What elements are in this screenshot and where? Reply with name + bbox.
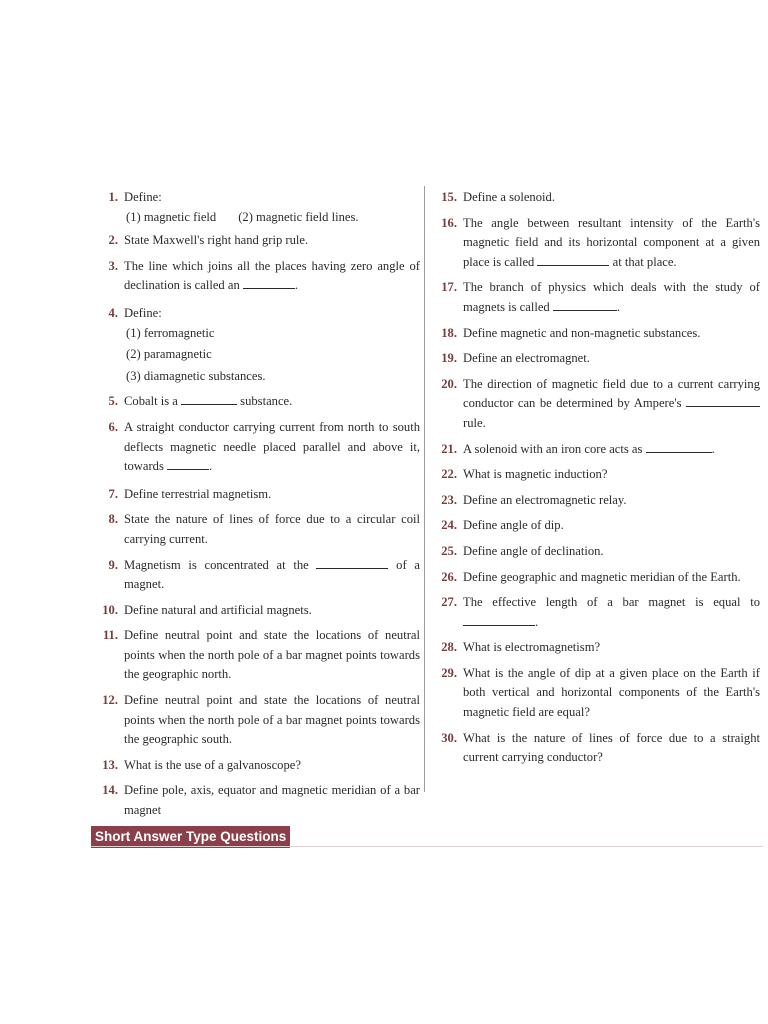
question-2	[94, 231, 420, 251]
question-number: 7.	[108, 486, 118, 501]
question-text: What is the angle of dip at a given place on the Earth if both vertical and horizontal components of the Earth's magnetic field are equal?	[463, 665, 760, 720]
question-number: 8.	[108, 512, 118, 527]
question-text: The angle between resultant intensity of the Earth's magnetic field and its horizontal component at a given place is called	[463, 215, 760, 269]
question-number: 28.	[441, 640, 457, 655]
question-number: 11.	[102, 628, 118, 643]
question-text: A straight conductor carrying current from north to south deflects magnetic needle placed parallel and above it, towards	[124, 419, 420, 474]
question-12	[94, 691, 420, 750]
question-text: Define angle of dip.	[463, 518, 564, 533]
sub-item: (2) paramagnetic	[126, 347, 212, 362]
question-text-end: .	[711, 441, 715, 456]
question-number: 15.	[441, 190, 457, 204]
question-number: 17.	[441, 280, 457, 295]
answer-blank	[167, 457, 209, 470]
question-number: 3.	[108, 258, 118, 273]
question-28	[433, 638, 760, 658]
question-3	[94, 257, 420, 296]
question-9	[94, 556, 420, 595]
left-column	[94, 188, 420, 821]
question-29	[433, 664, 760, 723]
question-number: 1.	[108, 190, 118, 204]
question-6	[94, 418, 420, 477]
question-text: Define an electromagnetic relay.	[463, 492, 627, 507]
question-7	[94, 485, 420, 505]
answer-blank	[243, 276, 295, 289]
question-text: State Maxwell's right hand grip rule.	[124, 233, 309, 248]
question-number: 27.	[441, 595, 457, 610]
question-18	[433, 324, 760, 344]
question-text-end: at that place.	[609, 254, 677, 269]
question-text: Define natural and artificial magnets.	[124, 602, 312, 617]
sub-item: (1) ferromagnetic	[126, 325, 215, 340]
right-column	[433, 188, 760, 768]
question-text: Magnetism is concentrated at the	[124, 557, 317, 572]
question-30	[433, 729, 760, 768]
question-number: 4.	[108, 305, 118, 320]
column-divider	[424, 186, 425, 792]
question-27	[433, 593, 760, 632]
answer-blank	[316, 556, 388, 569]
question-24	[433, 516, 760, 536]
sub-item: (3) diamagnetic substances.	[126, 368, 266, 383]
question-text-end: of a magnet.	[124, 557, 420, 592]
answer-blank	[553, 298, 617, 311]
answer-blank	[646, 440, 712, 453]
answer-blank	[463, 613, 535, 626]
question-22	[433, 465, 760, 485]
question-number: 25.	[441, 543, 457, 558]
answer-blank	[537, 253, 609, 266]
question-number: 26.	[441, 569, 457, 584]
question-number: 9.	[108, 557, 118, 572]
question-text-end: .	[209, 459, 213, 474]
question-17	[433, 278, 760, 317]
question-20	[433, 375, 760, 434]
question-number: 16.	[441, 215, 457, 230]
section-heading: Short Answer Type Questions	[91, 826, 290, 848]
question-4	[94, 304, 420, 386]
question-text: A solenoid with an iron core acts as	[463, 441, 646, 456]
question-text-end: .	[616, 299, 621, 314]
question-number: 21.	[441, 441, 457, 456]
sub-item: (1) magnetic field	[126, 209, 217, 224]
question-text: The branch of physics which deals with the study of magnets is called	[463, 280, 760, 314]
question-number: 20.	[441, 376, 457, 391]
question-text-end: rule.	[463, 415, 486, 430]
question-text: Define pole, axis, equator and magnetic meridian of a bar magnet	[124, 783, 420, 818]
question-16	[433, 214, 760, 273]
question-text: Define neutral point and state the locations of neutral points when the north pole of a bar magnet points towards the geographic north.	[124, 628, 420, 682]
question-10	[94, 601, 420, 621]
question-number: 10.	[102, 602, 118, 617]
question-text: State the nature of lines of force due to a circular coil carrying current.	[124, 512, 420, 546]
question-number: 18.	[441, 325, 457, 340]
question-number: 14.	[102, 783, 118, 798]
question-text: What is the use of a galvanoscope?	[124, 757, 301, 772]
question-13	[94, 756, 420, 776]
question-text: Define a solenoid.	[463, 190, 555, 204]
question-15	[433, 188, 760, 208]
question-number: 24.	[441, 518, 457, 533]
question-text-end: substance.	[237, 394, 293, 409]
question-text: Define magnetic and non-magnetic substances.	[463, 325, 701, 340]
sub-item: (2) magnetic field lines.	[238, 209, 359, 224]
question-8	[94, 510, 420, 549]
sub-list	[124, 208, 420, 228]
question-number: 30.	[441, 730, 457, 745]
question-text: The effective length of a bar magnet is equal to	[463, 595, 760, 610]
question-text: The direction of magnetic field due to a current carrying conductor can be determined by Ampere's	[463, 376, 760, 411]
question-number: 29.	[441, 665, 457, 680]
question-number: 2.	[108, 233, 118, 248]
answer-blank	[686, 394, 760, 407]
question-14	[94, 781, 420, 820]
question-number: 23.	[441, 492, 457, 507]
question-25	[433, 542, 760, 562]
question-text: Define neutral point and state the locations of neutral points when the north pole of a bar magnet points towards the geographic south.	[124, 693, 420, 747]
question-text: What is the nature of lines of force due to a straight current carrying conductor?	[463, 730, 760, 765]
question-number: 5.	[108, 394, 118, 409]
question-number: 6.	[108, 419, 118, 434]
question-19	[433, 349, 760, 369]
question-5	[94, 392, 420, 412]
question-number: 19.	[441, 351, 457, 366]
question-number: 22.	[441, 467, 457, 482]
section-heading-rule	[91, 846, 763, 847]
question-number: 12.	[102, 693, 118, 708]
question-text-end: .	[294, 278, 299, 293]
answer-blank	[181, 392, 237, 405]
question-text: Define angle of declination.	[463, 543, 604, 558]
question-number: 13.	[102, 757, 118, 772]
question-text: What is magnetic induction?	[463, 467, 608, 482]
question-text-end: .	[535, 614, 539, 629]
question-text: Define an electromagnet.	[463, 351, 590, 366]
question-text: What is electromagnetism?	[463, 640, 601, 655]
question-text: Define terrestrial magnetism.	[124, 486, 272, 501]
question-text: The line which joins all the places having zero angle of declination is called an	[124, 258, 420, 293]
question-text: Define geographic and magnetic meridian of the Earth.	[463, 569, 741, 584]
question-text: Define:	[124, 190, 162, 204]
question-text: Cobalt is a	[124, 394, 182, 409]
question-11	[94, 626, 420, 685]
question-text: Define:	[124, 305, 162, 320]
question-1	[94, 188, 420, 227]
question-23	[433, 491, 760, 511]
question-26	[433, 568, 760, 588]
question-21	[433, 440, 760, 460]
